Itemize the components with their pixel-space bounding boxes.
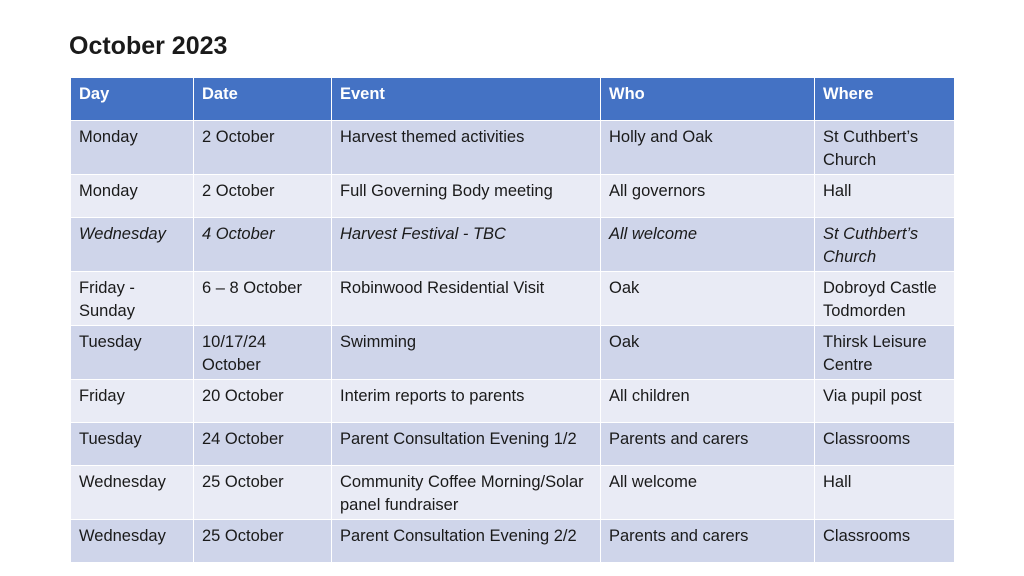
cell-event: Interim reports to parents <box>332 380 601 423</box>
table-row <box>71 520 955 563</box>
cell-event: Full Governing Body meeting <box>332 175 601 218</box>
cell-date: 25 October <box>194 466 332 520</box>
cell-where: Classrooms <box>815 520 955 563</box>
cell-day: Tuesday <box>71 423 194 466</box>
table-row <box>71 121 955 175</box>
cell-who: All welcome <box>601 466 815 520</box>
cell-day: Wednesday <box>71 520 194 563</box>
table-row <box>71 466 955 520</box>
cell-where: Thirsk Leisure Centre <box>815 326 955 380</box>
column-header-where: Where <box>815 78 955 121</box>
cell-date: 2 October <box>194 175 332 218</box>
cell-who: Parents and carers <box>601 520 815 563</box>
table-row <box>71 423 955 466</box>
cell-where: St Cuthbert’s Church <box>815 218 955 272</box>
cell-who: Parents and carers <box>601 423 815 466</box>
cell-day: Tuesday <box>71 326 194 380</box>
cell-where: Hall <box>815 175 955 218</box>
cell-who: Holly and Oak <box>601 121 815 175</box>
cell-date: 4 October <box>194 218 332 272</box>
cell-day: Monday <box>71 175 194 218</box>
cell-who: All children <box>601 380 815 423</box>
cell-event: Community Coffee Morning/Solar panel fundraiser <box>332 466 601 520</box>
cell-day: Monday <box>71 121 194 175</box>
events-table <box>70 77 955 563</box>
table-row <box>71 218 955 272</box>
cell-event: Parent Consultation Evening 1/2 <box>332 423 601 466</box>
cell-event: Swimming <box>332 326 601 380</box>
cell-where: Classrooms <box>815 423 955 466</box>
cell-who: All welcome <box>601 218 815 272</box>
column-header-event: Event <box>332 78 601 121</box>
table-row <box>71 326 955 380</box>
cell-where: Via pupil post <box>815 380 955 423</box>
table-row <box>71 380 955 423</box>
column-header-who: Who <box>601 78 815 121</box>
cell-event: Harvest Festival - TBC <box>332 218 601 272</box>
cell-date: 24 October <box>194 423 332 466</box>
cell-date: 10/17/24 October <box>194 326 332 380</box>
table-row <box>71 175 955 218</box>
cell-event: Harvest themed activities <box>332 121 601 175</box>
cell-who: Oak <box>601 272 815 326</box>
column-header-date: Date <box>194 78 332 121</box>
cell-event: Robinwood Residential Visit <box>332 272 601 326</box>
cell-where: Hall <box>815 466 955 520</box>
cell-day: Wednesday <box>71 218 194 272</box>
cell-date: 25 October <box>194 520 332 563</box>
page-title: October 2023 <box>69 32 228 60</box>
cell-event: Parent Consultation Evening 2/2 <box>332 520 601 563</box>
column-header-day: Day <box>71 78 194 121</box>
table-row <box>71 272 955 326</box>
cell-date: 2 October <box>194 121 332 175</box>
table-header-row <box>71 78 955 121</box>
cell-day: Friday <box>71 380 194 423</box>
cell-day: Friday - Sunday <box>71 272 194 326</box>
cell-who: All governors <box>601 175 815 218</box>
cell-where: St Cuthbert’s Church <box>815 121 955 175</box>
cell-date: 20 October <box>194 380 332 423</box>
cell-date: 6 – 8 October <box>194 272 332 326</box>
cell-who: Oak <box>601 326 815 380</box>
cell-day: Wednesday <box>71 466 194 520</box>
cell-where: Dobroyd Castle Todmorden <box>815 272 955 326</box>
